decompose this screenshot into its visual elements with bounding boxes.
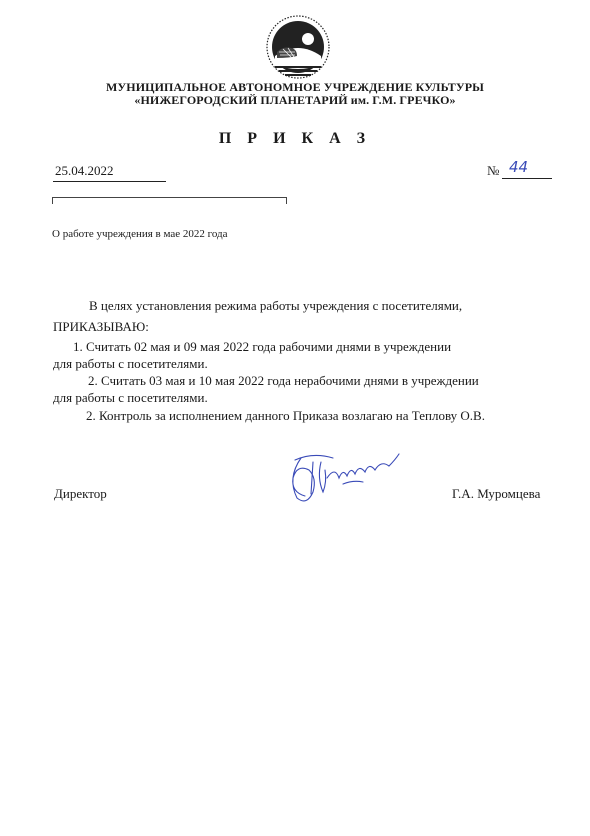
date-underline <box>53 181 166 182</box>
item3-text: 2. Контроль за исполнением данного Приказа возлагаю на Теплову О.В. <box>86 408 485 423</box>
planetarium-logo <box>263 12 333 82</box>
handwritten-signature <box>283 448 403 508</box>
item2-line2: для работы с посетителями. <box>53 390 208 405</box>
document-date: 25.04.2022 <box>55 163 114 178</box>
organization-name-line2: «НИЖЕГОРОДСКИЙ ПЛАНЕТАРИЙ им. Г.М. ГРЕЧКО» <box>134 93 456 107</box>
intro-text: В целях установления режима работы учреждения с посетителями, <box>89 298 463 313</box>
number-underline <box>502 178 552 179</box>
signatory-position: Директор <box>54 486 107 501</box>
document-number: 44 <box>509 158 529 176</box>
document-title: П Р И К А З <box>218 130 372 147</box>
document-subject: О работе учреждения в мае 2022 года <box>52 228 228 240</box>
organization-name-line1: МУНИЦИПАЛЬНОЕ АВТОНОМНОЕ УЧРЕЖДЕНИЕ КУЛЬТУРЫ <box>105 80 485 94</box>
number-label: № <box>487 163 500 178</box>
signatory-name: Г.А. Муромцева <box>452 486 541 501</box>
item1-line2: для работы с посетителями. <box>53 356 208 371</box>
item1-line1: 1. Считать 02 мая и 09 мая 2022 года рабочими днями в учреждении <box>73 339 452 354</box>
item2-line1: 2. Считать 03 мая и 10 мая 2022 года нерабочими днями в учреждении <box>88 373 479 388</box>
order-word: ПРИКАЗЫВАЮ: <box>53 319 149 334</box>
subject-bracket <box>52 197 287 204</box>
